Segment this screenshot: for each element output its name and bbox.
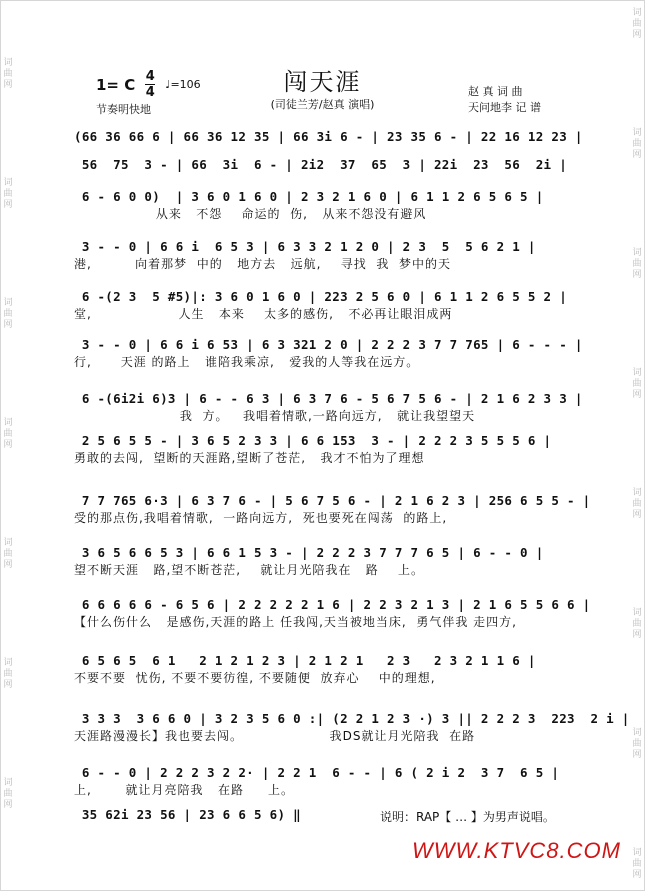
lyric-line: 望不断天涯 路,望不断苍茫, 就让月光陪我在 路 上。 [74,563,425,577]
singers: (司徒兰芳/赵真 演唱) [270,98,375,111]
watermark-left: 词曲网 [3,778,13,810]
watermark-right: 词曲网 [632,8,642,40]
watermark-left: 词曲网 [3,298,13,330]
watermark-right: 词曲网 [632,488,642,520]
notation-line: 35 62i 23 56 | 23 6 6 5 6) ‖ [74,807,301,822]
notation-line: (66 36 66 6 | 66 36 12 35 | 66 3i 6 - | 23 35 6 - | 22 16 12 23 | [74,129,583,144]
watermark-right: 词曲网 [632,848,642,880]
score-system-3 [74,188,564,222]
notation-line: 6 6 6 6 6 - 6 5 6 | 2 2 2 2 2 1 6 | 2 2 3 2 1 3 | 2 1 6 5 5 6 6 | [74,597,591,612]
watermark-left: 词曲网 [3,58,13,90]
score-system-14 [74,764,564,798]
notation-line: 3 - - 0 | 6 6 i 6 5 3 | 6 3 3 2 1 2 0 | 2 3 5 5 6 2 1 | [74,239,536,254]
watermark-right: 词曲网 [632,248,642,280]
notation-line: 3 3 3 3 6 6 0 | 3 2 3 5 6 0 :| (2 2 1 2 3 ·) 3 || 2 2 2 3 223 2 i | [74,711,630,726]
lyric-line: 港, 向着那梦 中的 地方去 远航, 寻找 我 梦中的天 [74,257,451,271]
notation-line: 3 6 5 6 6 5 3 | 6 6 1 5 3 - | 2 2 2 3 7 7 7 6 5 | 6 - - 0 | [74,545,544,560]
watermark-right: 词曲网 [632,368,642,400]
key: 1= C [96,75,136,94]
score-system-9 [74,492,591,526]
site-logo: WWW.KTVC8.COM [412,838,621,863]
notation-line: 2 5 6 5 5 - | 3 6 5 2 3 3 | 6 6 153 3 - | 2 2 2 3 5 5 5 6 | [74,433,552,448]
watermark-right: 词曲网 [632,728,642,760]
watermark-right: 词曲网 [632,608,642,640]
credits [468,84,541,116]
watermark-right: 词曲网 [632,128,642,160]
tempo: ♩=106 [165,78,201,91]
notation-line: 6 - - 0 | 2 2 2 3 2 2· | 2 2 1 6 - - | 6 ( 2 i 2 3 7 6 5 | [74,765,560,780]
lyric-line: 受的那点伤,我唱着情歌, 一路向远方, 死也要死在闯荡 的路上, [74,511,448,525]
lyric-line: 堂, 人生 本来 太多的感伤, 不必再让眼泪成两 [74,307,453,321]
lyric-line: 不要不要 忧伤, 不要不要彷徨, 不要随便 放弃心 中的理想, [74,671,436,685]
notation-line: 56 75 3 - | 66 3i 6 - | 2i2 37 65 3 | 22i 23 56 2i | [74,157,568,172]
credit-transcriber: 天问地李 记 谱 [468,101,541,114]
lyric-line: 行, 天涯 的路上 谁陪我乘凉, 爱我的人等我在远方。 [74,355,420,369]
lyric-line: 从来 不怨 命运的 伤, 从来不怨没有避风 [74,207,427,221]
score-system-13 [74,710,630,744]
score-system-11 [74,596,591,630]
score-system-6 [74,336,583,370]
lyric-line: 我 方。 我唱着情歌,一路向远方, 就让我望望天 [74,409,476,423]
notation-line: 6 -(6i2i 6)3 | 6 - - 6 3 | 6 3 7 6 - 5 6 7 5 6 - | 2 1 6 2 3 3 | [74,391,583,406]
watermark-left: 词曲网 [3,418,13,450]
watermark-left: 词曲网 [3,178,13,210]
footnote: 说明：RAP【 … 】为男声说唱。 [380,810,555,824]
time-numerator: 4 [145,69,155,84]
lyric-line: 【什么伤什么 是感伤,天涯的路上 任我闯,天当被地当床, 勇气伴我 走四方, [74,615,517,629]
lyric-line: 上, 就让月亮陪我 在路 上。 [74,783,295,797]
score-system-12 [74,652,564,686]
notation-line: 7 7 765 6·3 | 6 3 7 6 - | 5 6 7 5 6 - | 2 1 6 2 3 | 256 6 5 5 - | [74,493,591,508]
score-system-2 [74,156,568,190]
song-title: 闯天涯 [283,68,362,96]
watermark-left: 词曲网 [3,538,13,570]
lyric-line: 勇敢的去闯, 望断的天涯路,望断了苍茫, 我才不怕为了理想 [74,451,425,465]
notation-line: 6 5 6 5 6 1 2 1 2 1 2 3 | 2 1 2 1 2 3 2 3 2 1 1 6 | [74,653,536,668]
credit-lyricist: 赵 真 词 曲 [468,85,523,98]
notation-line: 3 - - 0 | 6 6 i 6 53 | 6 3 321 2 0 | 2 2 2 3 7 7 765 | 6 - - - | [74,337,583,352]
score-system-10 [74,544,564,578]
time-denominator: 4 [145,85,155,100]
watermark-left: 词曲网 [3,658,13,690]
lyric-line: 天涯路漫漫长】我也要去闯。 我DS就让月光陪我 在路 [74,729,476,743]
notation-line: 6 -(2 3 5 #5)|: 3 6 0 1 6 0 | 223 2 5 6 0 | 6 1 1 2 6 5 5 2 | [74,289,568,304]
notation-line: 6 - 6 0 0) | 3 6 0 1 6 0 | 2 3 2 1 6 0 | 6 1 1 2 6 5 6 5 | [74,189,544,204]
score-system-8 [74,432,564,466]
rhythm-marking: 节奏明快地 [96,103,151,116]
score-system-7 [74,390,583,424]
score-system-4 [74,238,564,272]
score-system-5 [74,288,568,322]
